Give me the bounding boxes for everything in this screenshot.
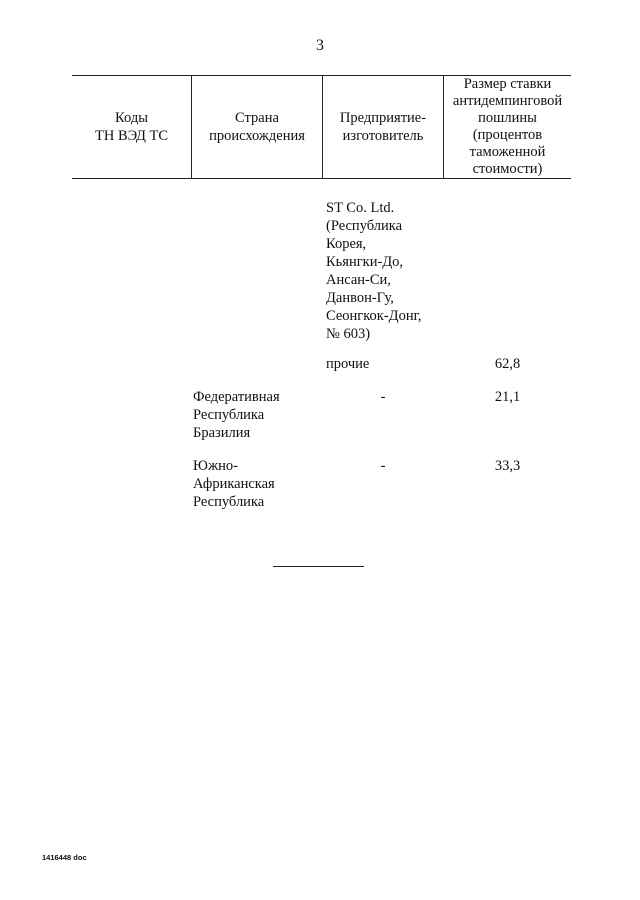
header-duty-line: пошлины [478, 109, 537, 126]
header-producer-line: Предприятие- [339, 109, 427, 126]
table-row-producer: - [380, 458, 386, 474]
header-codes-line: ТН ВЭД ТС [94, 127, 169, 144]
producer-line: прочие [326, 356, 370, 372]
table-row-rate: 33,3 [494, 458, 521, 474]
table-row-producer [326, 355, 446, 373]
header-duty-line: Размер ставки [463, 75, 552, 92]
table-row-country [193, 457, 323, 511]
producer-line: № 603) [326, 326, 371, 342]
table-row-country [193, 388, 323, 442]
header-duty-line: антидемпинговой [452, 92, 563, 109]
country-line: Бразилия [193, 425, 251, 441]
table-row-rate: 21,1 [494, 389, 521, 405]
header-country-line: происхождения [209, 127, 305, 144]
header-country-line: Страна [235, 109, 279, 126]
header-country [192, 75, 322, 178]
country-line: Федеративная [193, 389, 280, 405]
table-header-bottom-border [72, 178, 571, 179]
country-line: Африканская [193, 476, 275, 492]
table-row-producer: - [380, 389, 386, 405]
footer-doc-code: 1416448 doc [42, 853, 87, 862]
header-duty-line: таможенной [469, 143, 546, 160]
producer-line: Корея, [326, 236, 367, 252]
header-duty-line: (процентов [472, 126, 543, 143]
page-number: 3 [316, 37, 324, 54]
producer-line: Данвон-Гу, [326, 290, 394, 306]
producer-line: ST Co. Ltd. [326, 200, 395, 216]
country-line: Южно- [193, 458, 238, 474]
closing-divider-line [273, 566, 364, 567]
country-line: Республика [193, 407, 265, 423]
header-duty-rate [444, 75, 571, 178]
table-row-rate: 62,8 [494, 356, 521, 372]
producer-line: (Республика [326, 218, 403, 234]
header-duty-line: стоимости) [472, 160, 543, 177]
header-codes-line: Коды [115, 109, 148, 126]
country-line: Республика [193, 494, 265, 510]
header-producer-line: изготовитель [342, 127, 424, 144]
producer-line: Сеонгкок-Донг, [326, 308, 422, 324]
header-producer [323, 75, 443, 178]
header-codes [72, 75, 191, 178]
producer-line: Ансан-Си, [326, 272, 391, 288]
table-row-producer [326, 199, 446, 343]
producer-line: Кьянгки-До, [326, 254, 404, 270]
